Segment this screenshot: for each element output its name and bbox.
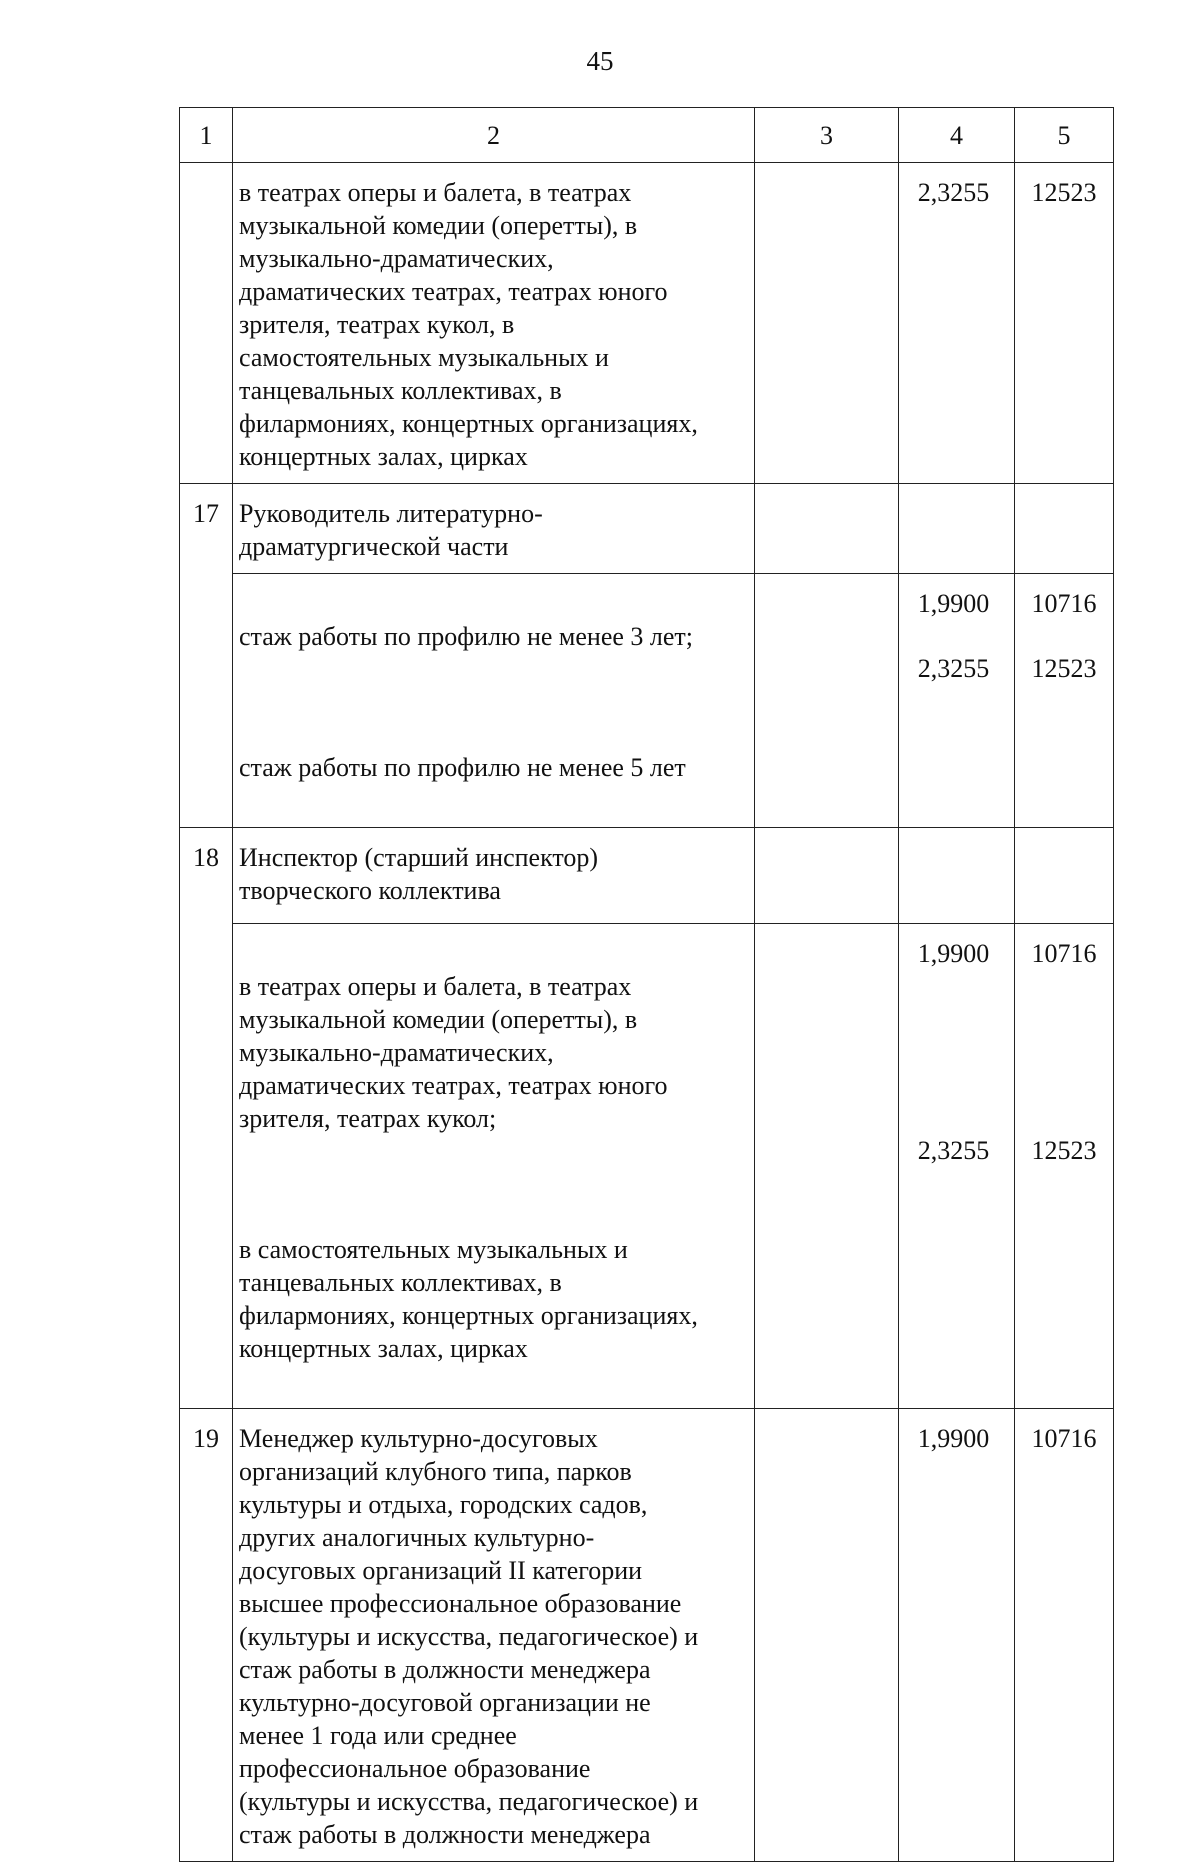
table-header-row [180, 108, 1114, 163]
row-number-cell [180, 484, 233, 828]
row-salary-cell [1015, 1409, 1114, 1862]
item-description: в самостоятельных музыкальных и танцевальных коллективах, в филармониях, концертных организациях, концертных залах, цирках [239, 1235, 698, 1363]
row-col3-cell [755, 574, 899, 828]
header-col-4: 4 [899, 108, 1015, 163]
table-row [180, 163, 1114, 484]
salary-value: 10716 [1031, 589, 1097, 618]
row-col3-cell [755, 924, 899, 1409]
row-col3-cell [755, 484, 899, 574]
table-row [180, 1409, 1114, 1862]
row-description-cell [233, 828, 755, 924]
header-col-2: 2 [233, 108, 755, 163]
row-description-cell [233, 163, 755, 484]
row-coefficient-cell [899, 828, 1015, 924]
row-col3-cell [755, 1409, 899, 1862]
coefficient-value: 2,3255 [917, 1136, 990, 1165]
table-row [180, 828, 1114, 924]
item-description: стаж работы по профилю не менее 5 лет [239, 753, 686, 782]
header-col-3: 3 [755, 108, 899, 163]
salary-value: 12523 [1031, 654, 1097, 683]
row-description: Инспектор (старший инспектор) творческого коллектива [239, 843, 599, 905]
table-row [180, 924, 1114, 1409]
row-number: 17 [193, 499, 219, 528]
item-description: стаж работы по профилю не менее 3 лет; [239, 622, 694, 651]
coefficient-value: 1,9900 [917, 589, 990, 618]
row-salary-cell [1015, 163, 1114, 484]
table-row [180, 484, 1114, 574]
salary-table [179, 107, 1114, 1862]
row-salary-cell [1015, 828, 1114, 924]
row-description-cell [233, 574, 755, 828]
row-number-cell [180, 1409, 233, 1862]
coefficient-value: 2,3255 [917, 178, 990, 207]
page-number: 45 [586, 46, 614, 76]
row-coefficient-cell [899, 574, 1015, 828]
row-number: 18 [193, 843, 219, 872]
row-number: 19 [193, 1424, 219, 1453]
salary-value: 10716 [1031, 1424, 1097, 1453]
row-description-cell [233, 1409, 755, 1862]
coefficient-value: 1,9900 [917, 1424, 990, 1453]
table-row [180, 574, 1114, 828]
row-coefficient-cell [899, 1409, 1015, 1862]
row-coefficient-cell [899, 163, 1015, 484]
row-coefficient-cell [899, 924, 1015, 1409]
row-number-cell [180, 163, 233, 484]
header-col-5: 5 [1015, 108, 1114, 163]
salary-value: 10716 [1031, 939, 1097, 968]
row-col3-cell [755, 163, 899, 484]
row-col3-cell [755, 828, 899, 924]
row-description: Менеджер культурно-досуговых организаций клубного типа, парков культуры и отдыха, городских садов, других аналогичных культурно- досуговых организаций II категории высшее профессиональное образование (культуры и искусства, педагогическое) и стаж работы в должности менеджера культурно-досуговой организации не менее 1 года или среднее профессиональное образование (культуры и искусства, педагогическое) и стаж работы в должности менеджера [239, 1424, 699, 1849]
coefficient-value: 2,3255 [917, 654, 990, 683]
row-number-cell [180, 828, 233, 1409]
header-col-1: 1 [180, 108, 233, 163]
coefficient-value: 1,9900 [917, 939, 990, 968]
row-description-cell [233, 484, 755, 574]
row-description: Руководитель литературно- драматургической части [239, 499, 543, 561]
row-description: в театрах оперы и балета, в театрах музыкальной комедии (оперетты), в музыкально-драматических, драматических театрах, театрах юного зрителя, театрах кукол, в самостоятельных музыкальных и танцевальных коллективах, в филармониях, концертных организациях, концертных залах, цирках [239, 178, 698, 471]
row-salary-cell [1015, 574, 1114, 828]
row-description-cell [233, 924, 755, 1409]
salary-value: 12523 [1031, 178, 1097, 207]
item-description: в театрах оперы и балета, в театрах музыкальной комедии (оперетты), в музыкально-драматических, драматических театрах, театрах юного зрителя, театрах кукол; [239, 972, 668, 1133]
salary-value: 12523 [1031, 1136, 1097, 1165]
row-salary-cell [1015, 924, 1114, 1409]
row-coefficient-cell [899, 484, 1015, 574]
row-salary-cell [1015, 484, 1114, 574]
